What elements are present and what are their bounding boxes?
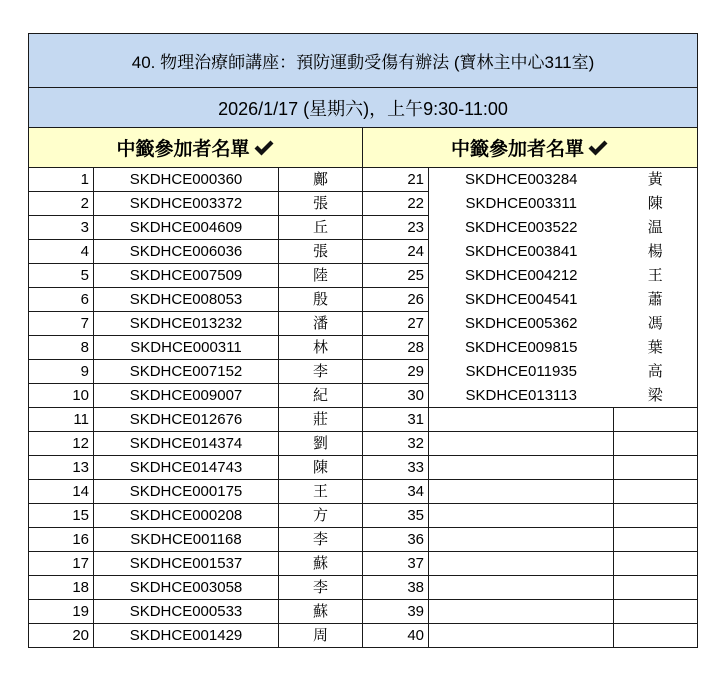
left-list-header-label: 中籤參加者名單 (116, 139, 250, 160)
left-participant-id-cell: SKDHCE014374 (94, 432, 279, 456)
left-participant-id-cell: SKDHCE006036 (94, 240, 279, 264)
table-row (29, 216, 698, 240)
right-participant-id-cell: SKDHCE004541 (429, 288, 614, 312)
left-participant-name-cell: 莊 (279, 408, 363, 432)
left-participant-id-cell: SKDHCE007509 (94, 264, 279, 288)
table-row (29, 408, 698, 432)
right-participant-name-cell: 温 (614, 216, 698, 240)
left-row-number-cell: 5 (29, 264, 94, 288)
left-row-number-cell: 15 (29, 504, 94, 528)
table-row (29, 576, 698, 600)
right-participant-id-cell: SKDHCE004212 (429, 264, 614, 288)
right-participant-id-cell (429, 600, 614, 624)
left-participant-id-cell: SKDHCE001429 (94, 624, 279, 648)
right-participant-name-cell (614, 552, 698, 576)
right-participant-name-cell (614, 432, 698, 456)
table-row (29, 456, 698, 480)
checkmark-icon (587, 139, 609, 157)
right-participant-name-cell (614, 456, 698, 480)
right-row-number-cell: 37 (363, 552, 429, 576)
right-participant-id-cell (429, 528, 614, 552)
right-participant-id-cell: SKDHCE003841 (429, 240, 614, 264)
right-row-number-cell: 30 (363, 384, 429, 408)
right-row-number-cell: 25 (363, 264, 429, 288)
left-row-number-cell: 17 (29, 552, 94, 576)
right-row-number-cell: 32 (363, 432, 429, 456)
table-row (29, 288, 698, 312)
table-row (29, 480, 698, 504)
right-list-header (363, 128, 698, 168)
right-participant-name-cell (614, 408, 698, 432)
left-participant-name-cell: 張 (279, 192, 363, 216)
right-row-number-cell: 28 (363, 336, 429, 360)
header-row (29, 128, 698, 168)
left-participant-name-cell: 殷 (279, 288, 363, 312)
right-row-number-cell: 27 (363, 312, 429, 336)
left-row-number-cell: 19 (29, 600, 94, 624)
left-row-number-cell: 4 (29, 240, 94, 264)
left-row-number-cell: 16 (29, 528, 94, 552)
right-participant-id-cell: SKDHCE013113 (429, 384, 614, 408)
right-participant-name-cell: 楊 (614, 240, 698, 264)
table-row (29, 168, 698, 192)
right-row-number-cell: 36 (363, 528, 429, 552)
date-row (29, 88, 698, 128)
right-row-number-cell: 26 (363, 288, 429, 312)
table-row (29, 384, 698, 408)
left-participant-name-cell: 陳 (279, 456, 363, 480)
left-participant-id-cell: SKDHCE000311 (94, 336, 279, 360)
right-participant-name-cell (614, 624, 698, 648)
table-row (29, 240, 698, 264)
left-participant-name-cell: 方 (279, 504, 363, 528)
left-participant-id-cell: SKDHCE009007 (94, 384, 279, 408)
right-participant-id-cell (429, 504, 614, 528)
right-participant-id-cell: SKDHCE009815 (429, 336, 614, 360)
right-row-number-cell: 38 (363, 576, 429, 600)
left-participant-name-cell: 周 (279, 624, 363, 648)
left-participant-name-cell: 王 (279, 480, 363, 504)
right-participant-name-cell (614, 600, 698, 624)
left-row-number-cell: 8 (29, 336, 94, 360)
right-participant-name-cell: 馮 (614, 312, 698, 336)
right-participant-id-cell: SKDHCE011935 (429, 360, 614, 384)
right-row-number-cell: 35 (363, 504, 429, 528)
left-row-number-cell: 11 (29, 408, 94, 432)
right-row-number-cell: 21 (363, 168, 429, 192)
left-participant-id-cell: SKDHCE014743 (94, 456, 279, 480)
right-row-number-cell: 31 (363, 408, 429, 432)
table-row (29, 360, 698, 384)
right-participant-id-cell (429, 480, 614, 504)
left-participant-name-cell: 丘 (279, 216, 363, 240)
right-participant-id-cell (429, 408, 614, 432)
right-participant-name-cell: 高 (614, 360, 698, 384)
left-row-number-cell: 7 (29, 312, 94, 336)
participant-list-table (28, 33, 698, 648)
right-participant-id-cell (429, 576, 614, 600)
left-row-number-cell: 18 (29, 576, 94, 600)
title-row (29, 34, 698, 88)
table-row (29, 504, 698, 528)
left-row-number-cell: 20 (29, 624, 94, 648)
left-participant-id-cell: SKDHCE000208 (94, 504, 279, 528)
left-participant-name-cell: 李 (279, 576, 363, 600)
right-participant-id-cell: SKDHCE003284 (429, 168, 614, 192)
right-row-number-cell: 23 (363, 216, 429, 240)
left-row-number-cell: 6 (29, 288, 94, 312)
right-participant-id-cell: SKDHCE003522 (429, 216, 614, 240)
left-participant-name-cell: 劉 (279, 432, 363, 456)
left-participant-name-cell: 潘 (279, 312, 363, 336)
right-participant-id-cell: SKDHCE005362 (429, 312, 614, 336)
right-row-number-cell: 29 (363, 360, 429, 384)
left-participant-name-cell: 蘇 (279, 552, 363, 576)
left-participant-name-cell: 鄺 (279, 168, 363, 192)
left-participant-id-cell: SKDHCE001168 (94, 528, 279, 552)
left-participant-id-cell: SKDHCE004609 (94, 216, 279, 240)
left-participant-id-cell: SKDHCE000533 (94, 600, 279, 624)
event-title: 40. 物理治療師講座：預防運動受傷有辦法 (寶林主中心311室) (29, 34, 698, 88)
right-participant-name-cell (614, 576, 698, 600)
left-participant-id-cell: SKDHCE007152 (94, 360, 279, 384)
table-row (29, 264, 698, 288)
left-participant-id-cell: SKDHCE000175 (94, 480, 279, 504)
right-row-number-cell: 39 (363, 600, 429, 624)
left-row-number-cell: 9 (29, 360, 94, 384)
right-row-number-cell: 22 (363, 192, 429, 216)
right-participant-id-cell (429, 432, 614, 456)
table-row (29, 624, 698, 648)
right-participant-name-cell (614, 480, 698, 504)
left-row-number-cell: 13 (29, 456, 94, 480)
left-row-number-cell: 1 (29, 168, 94, 192)
left-participant-name-cell: 陸 (279, 264, 363, 288)
left-participant-name-cell: 李 (279, 360, 363, 384)
left-participant-name-cell: 林 (279, 336, 363, 360)
left-row-number-cell: 2 (29, 192, 94, 216)
table-row (29, 336, 698, 360)
left-row-number-cell: 12 (29, 432, 94, 456)
left-list-header (29, 128, 363, 168)
right-participant-name-cell: 黃 (614, 168, 698, 192)
right-participant-name-cell: 梁 (614, 384, 698, 408)
left-participant-name-cell: 李 (279, 528, 363, 552)
right-row-number-cell: 40 (363, 624, 429, 648)
right-participant-id-cell (429, 456, 614, 480)
right-participant-id-cell (429, 552, 614, 576)
checkmark-icon (253, 139, 275, 157)
left-participant-id-cell: SKDHCE013232 (94, 312, 279, 336)
left-row-number-cell: 14 (29, 480, 94, 504)
right-row-number-cell: 24 (363, 240, 429, 264)
left-participant-name-cell: 蘇 (279, 600, 363, 624)
table-row (29, 192, 698, 216)
right-participant-id-cell (429, 624, 614, 648)
right-participant-name-cell (614, 504, 698, 528)
left-participant-id-cell: SKDHCE003058 (94, 576, 279, 600)
table-row (29, 552, 698, 576)
left-participant-id-cell: SKDHCE001537 (94, 552, 279, 576)
left-row-number-cell: 3 (29, 216, 94, 240)
event-date: 2026/1/17 (星期六)，上午9:30-11:00 (29, 88, 698, 128)
table-row (29, 528, 698, 552)
right-participant-name-cell: 蕭 (614, 288, 698, 312)
right-row-number-cell: 34 (363, 480, 429, 504)
left-participant-id-cell: SKDHCE008053 (94, 288, 279, 312)
right-participant-name-cell: 陳 (614, 192, 698, 216)
left-row-number-cell: 10 (29, 384, 94, 408)
left-participant-id-cell: SKDHCE000360 (94, 168, 279, 192)
table-row (29, 600, 698, 624)
right-list-header-label: 中籤參加者名單 (451, 139, 585, 160)
right-participant-id-cell: SKDHCE003311 (429, 192, 614, 216)
left-participant-id-cell: SKDHCE012676 (94, 408, 279, 432)
table-row (29, 312, 698, 336)
right-participant-name-cell (614, 528, 698, 552)
right-row-number-cell: 33 (363, 456, 429, 480)
left-participant-id-cell: SKDHCE003372 (94, 192, 279, 216)
right-participant-name-cell: 葉 (614, 336, 698, 360)
left-participant-name-cell: 張 (279, 240, 363, 264)
left-participant-name-cell: 紀 (279, 384, 363, 408)
right-participant-name-cell: 王 (614, 264, 698, 288)
table-row (29, 432, 698, 456)
